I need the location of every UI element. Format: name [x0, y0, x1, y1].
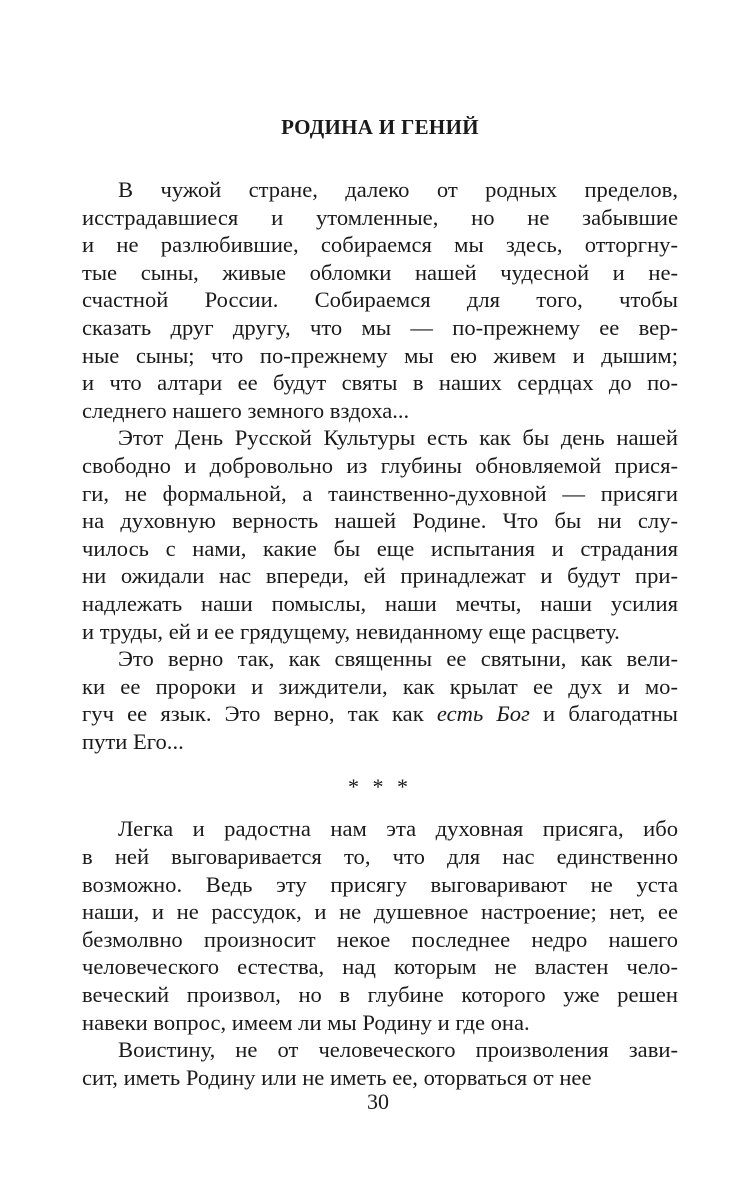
text-line: Этот День Русской Культуры есть как бы день нашей	[118, 425, 678, 451]
text-line: и труды, ей и ее грядущему, невиданному еще расцвету.	[82, 618, 620, 644]
paragraph	[82, 176, 678, 424]
text-line: гуч ее язык. Это верно, так как есть Бог и благодатны	[82, 701, 678, 727]
text-line: В чужой стране, далеко от родных пределов,	[118, 177, 678, 202]
text-line: следнего нашего земного вздоха...	[82, 397, 410, 423]
paragraph	[82, 1036, 678, 1091]
text-line: счастной России. Собираемся для того, чтобы	[82, 287, 678, 313]
text-line: ные сыны; что по-прежнему мы ею живем и дышим;	[82, 342, 678, 368]
paragraph	[82, 424, 678, 645]
text-section-after	[82, 815, 678, 1091]
text-line: безмолвно произносит некое последнее недро нашего	[82, 926, 678, 952]
text-line: возможно. Ведь эту присягу выговаривают не уста	[82, 871, 678, 897]
text-line: тые сыны, живые обломки нашей чудесной и не-	[82, 259, 678, 285]
text-line: ги, не формальной, а таинственно-духовной — присяги	[82, 480, 678, 506]
paragraph	[82, 645, 678, 755]
text-line: в ней выговаривается то, что для нас единственно	[82, 844, 678, 870]
text-line: сказать друг другу, что мы — по-прежнему ее вер-	[82, 314, 678, 340]
text-line: Это верно так, как священны ее святыни, как вели-	[118, 646, 678, 672]
text-line: человеческого естества, над которым не властен чело-	[82, 954, 678, 980]
italic-phrase: есть Бог	[436, 701, 530, 727]
text-line: и что алтари ее будут святы в наших сердцах до по-	[82, 370, 678, 396]
text-line: Воистину, не от человеческого произволения зави-	[118, 1037, 678, 1063]
section-separator: * * *	[348, 774, 412, 800]
text-line: и не разлюбившие, собираемся мы здесь, отторгну-	[82, 232, 678, 258]
text-line: на духовную верность нашей Родине. Что бы ни слу-	[82, 508, 678, 534]
text-line: исстрадавшиеся и утомленные, но не забывшие	[82, 204, 678, 230]
chapter-title: РОДИНА И ГЕНИЙ	[281, 115, 479, 139]
paragraph	[82, 815, 678, 1036]
text-line: Легка и радостна нам эта духовная присяга, ибо	[118, 816, 678, 842]
text-section-before	[82, 176, 678, 755]
text-line: свободно и добровольно из глубины обновляемой прися-	[82, 452, 678, 478]
text-line: ки ее пророки и зиждители, как крылат ее дух и мо-	[82, 673, 678, 699]
text-line: наши, и не рассудок, и не душевное настроение; нет, ее	[82, 899, 678, 925]
text-line: надлежать наши помыслы, наши мечты, наши усилия	[82, 590, 678, 616]
text-line: веческий произвол, но в глубине которого уже решен	[82, 982, 678, 1008]
text-line: чилось с нами, какие бы еще испытания и страдания	[82, 535, 678, 561]
text-line: ни ожидали нас впереди, ей принадлежат и будут при-	[82, 563, 678, 589]
text-line: навеки вопрос, имеем ли мы Родину и где она.	[82, 1009, 530, 1035]
text-line: пути Его...	[82, 728, 184, 754]
page-body	[82, 112, 678, 1091]
page-number: 30	[367, 1089, 389, 1114]
text-line: сит, иметь Родину или не иметь ее, оторваться от нее	[82, 1064, 592, 1090]
